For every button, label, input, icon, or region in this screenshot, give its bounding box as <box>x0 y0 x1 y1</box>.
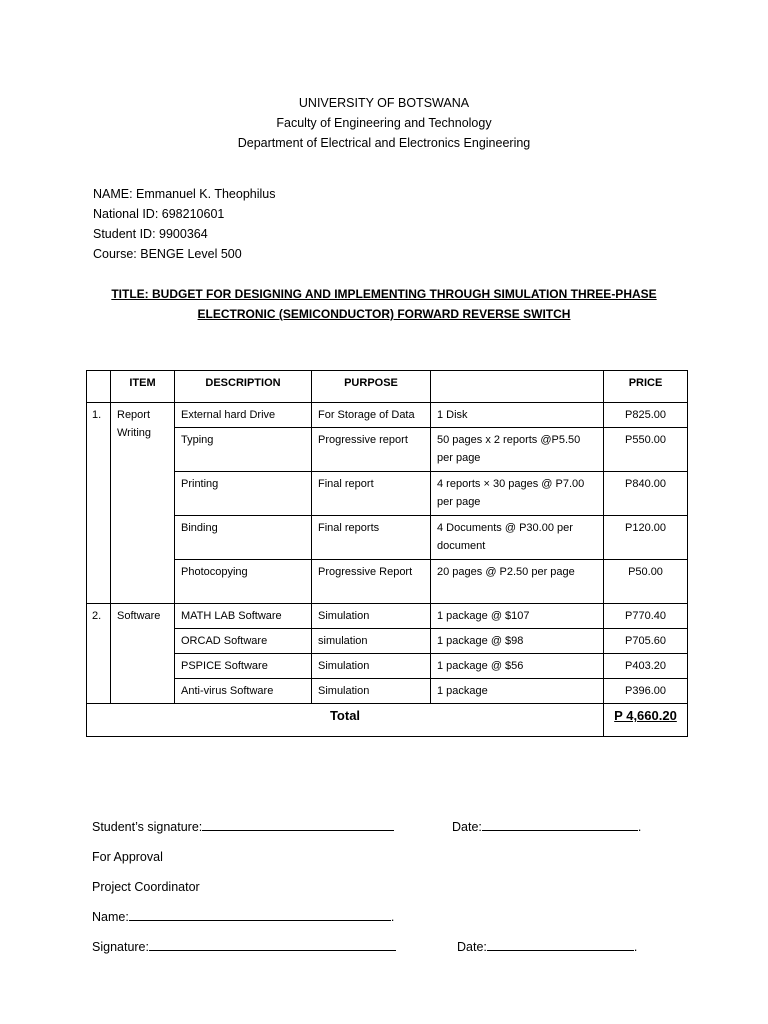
header-item: ITEM <box>111 371 175 403</box>
row-price: P770.40 <box>604 604 688 629</box>
group-item: Software <box>111 604 175 704</box>
faculty-name: Faculty of Engineering and Technology <box>276 116 492 130</box>
date-end-1: . <box>637 820 642 834</box>
row-purpose: simulation <box>312 629 431 654</box>
name-label: Name: <box>92 910 129 924</box>
header-purpose: PURPOSE <box>312 371 431 403</box>
row-price: P550.00 <box>604 428 688 472</box>
signature-field[interactable] <box>149 938 396 951</box>
row-description: Typing <box>175 428 312 472</box>
row-purpose: Progressive Report <box>312 560 431 604</box>
row-price: P840.00 <box>604 472 688 516</box>
date-field-2[interactable] <box>487 938 634 951</box>
group-number: 2. <box>87 604 111 704</box>
table-header-row <box>87 371 688 403</box>
university-name: UNIVERSITY OF BOTSWANA <box>298 96 470 110</box>
date-end-2: . <box>633 940 638 954</box>
name-end: . <box>390 910 395 924</box>
row-description: Printing <box>175 472 312 516</box>
date-label-1: Date: <box>452 820 482 834</box>
header-detail <box>431 371 604 403</box>
row-purpose: Progressive report <box>312 428 431 472</box>
total-value-cell <box>604 704 688 737</box>
department-name: Department of Electrical and Electronics Engineering <box>237 136 531 150</box>
row-price: P403.20 <box>604 654 688 679</box>
row-purpose: Simulation <box>312 604 431 629</box>
date-field-1[interactable] <box>482 818 638 831</box>
row-description: Anti-virus Software <box>175 679 312 704</box>
date-line-2 <box>457 938 637 956</box>
table-row <box>87 629 688 654</box>
row-description: Binding <box>175 516 312 560</box>
row-detail: 4 reports × 30 pages @ P7.00 per page <box>431 472 604 516</box>
table-row <box>87 604 688 629</box>
row-detail: 1 package @ $56 <box>431 654 604 679</box>
total-row <box>87 704 688 737</box>
table-row <box>87 403 688 428</box>
row-detail: 1 Disk <box>431 403 604 428</box>
row-purpose: For Storage of Data <box>312 403 431 428</box>
table-row <box>87 472 688 516</box>
student-id: Student ID: 9900364 <box>93 227 208 241</box>
table-row <box>87 428 688 472</box>
row-price: P120.00 <box>604 516 688 560</box>
header-description: DESCRIPTION <box>175 371 312 403</box>
row-price: P50.00 <box>604 560 688 604</box>
student-info <box>93 184 276 264</box>
coordinator-name-line <box>92 908 394 926</box>
row-price: P825.00 <box>604 403 688 428</box>
row-detail: 50 pages x 2 reports @P5.50 per page <box>431 428 604 472</box>
coordinator-signature-line <box>92 938 396 956</box>
row-description: External hard Drive <box>175 403 312 428</box>
student-name: NAME: Emmanuel K. Theophilus <box>93 187 276 201</box>
document-header <box>0 93 768 153</box>
student-signature-line <box>92 818 394 836</box>
row-description: Photocopying <box>175 560 312 604</box>
national-id: National ID: 698210601 <box>93 207 225 221</box>
group-number: 1. <box>87 403 111 604</box>
title-line-2: ELECTRONIC (SEMICONDUCTOR) FORWARD REVERSE SWITCH <box>197 307 571 321</box>
row-price: P705.60 <box>604 629 688 654</box>
row-purpose: Simulation <box>312 654 431 679</box>
table-row <box>87 560 688 604</box>
row-detail: 20 pages @ P2.50 per page <box>431 560 604 604</box>
row-price: P396.00 <box>604 679 688 704</box>
header-num <box>87 371 111 403</box>
row-description: MATH LAB Software <box>175 604 312 629</box>
total-value: P 4,660.20 <box>614 708 677 723</box>
document-title <box>0 284 768 324</box>
student-signature-field[interactable] <box>202 818 394 831</box>
budget-table <box>86 370 688 737</box>
date-line-1 <box>452 818 641 836</box>
group-item: Report Writing <box>111 403 175 604</box>
name-field[interactable] <box>129 908 391 921</box>
student-signature-label: Student’s signature: <box>92 820 203 834</box>
date-label-2: Date: <box>457 940 487 954</box>
row-detail: 1 package <box>431 679 604 704</box>
row-detail: 1 package @ $107 <box>431 604 604 629</box>
row-detail: 4 Documents @ P30.00 per document <box>431 516 604 560</box>
signature-label: Signature: <box>92 940 149 954</box>
row-purpose: Final report <box>312 472 431 516</box>
project-coordinator: Project Coordinator <box>92 880 200 894</box>
title-line-1: TITLE: BUDGET FOR DESIGNING AND IMPLEMENTING THROUGH SIMULATION THREE-PHASE <box>111 287 657 301</box>
row-detail: 1 package @ $98 <box>431 629 604 654</box>
for-approval: For Approval <box>92 850 163 864</box>
header-price: PRICE <box>604 371 688 403</box>
table-row <box>87 679 688 704</box>
course: Course: BENGE Level 500 <box>93 247 242 261</box>
table-row <box>87 654 688 679</box>
row-purpose: Final reports <box>312 516 431 560</box>
row-purpose: Simulation <box>312 679 431 704</box>
row-description: ORCAD Software <box>175 629 312 654</box>
row-description: PSPICE Software <box>175 654 312 679</box>
table-row <box>87 516 688 560</box>
total-label: Total <box>87 704 604 737</box>
